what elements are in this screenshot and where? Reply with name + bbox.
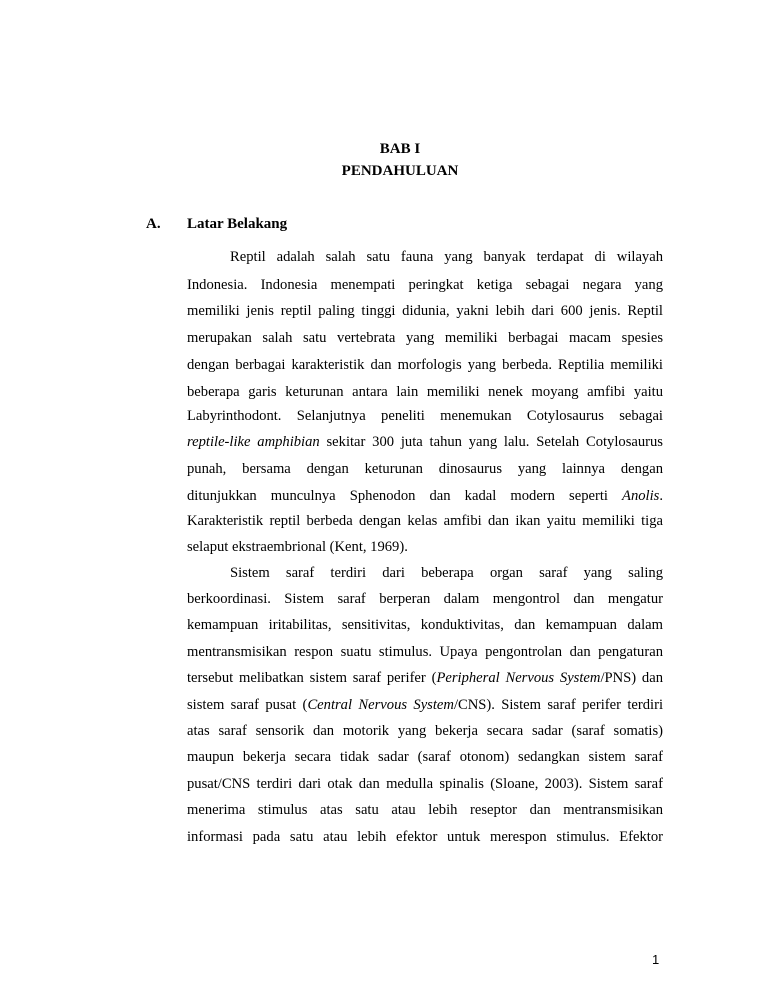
line-italic-text: Anolis <box>622 488 660 504</box>
chapter-title: PENDAHULUAN <box>341 163 459 179</box>
paragraph-line <box>187 644 663 661</box>
line-text: memiliki jenis reptil paling tinggi didunia, yakni lebih dari 600 jenis. Reptil <box>187 303 663 319</box>
line-text: Labyrinthodont. Selanjutnya peneliti menemukan Cotylosaurus sebagai <box>187 408 663 424</box>
paragraph-line <box>187 513 663 530</box>
line-text: Indonesia. Indonesia menempati peringkat ketiga sebagai negara yang <box>187 277 663 293</box>
line-text: ditunjukkan munculnya Sphenodon dan kadal modern seperti <box>187 488 623 504</box>
line-text: Karakteristik reptil berbeda dengan kelas amfibi dan ikan yaitu memiliki tiga <box>187 513 663 529</box>
line-text: . <box>659 488 663 504</box>
paragraph-line <box>187 434 663 451</box>
line-italic-text: reptile-like amphibian <box>187 434 320 450</box>
section-title: Latar Belakang <box>187 216 288 232</box>
page-number: 1 <box>652 952 660 967</box>
line-italic-text: Peripheral Nervous System <box>436 670 601 686</box>
paragraph-line <box>187 617 663 634</box>
paragraph-line <box>187 303 663 320</box>
line-text: kemampuan iritabilitas, sensitivitas, konduktivitas, dan kemampuan dalam <box>187 617 663 633</box>
paragraph-line <box>187 277 663 294</box>
paragraph-line <box>187 384 663 401</box>
line-text: punah, bersama dengan keturunan dinosaurus yang lainnya dengan <box>187 461 663 477</box>
line-text: informasi pada satu atau lebih efektor untuk merespon stimulus. Efektor <box>187 829 663 845</box>
line-text: pusat/CNS terdiri dari otak dan medulla spinalis (Sloane, 2003). Sistem saraf <box>187 776 663 792</box>
paragraph-line <box>187 697 663 714</box>
paragraph-line <box>187 488 663 505</box>
paragraph-line <box>187 591 663 608</box>
line-text: merupakan salah satu vertebrata yang memiliki berbagai macam spesies <box>187 330 663 346</box>
line-text: menerima stimulus atas satu atau lebih reseptor dan mentransmisikan <box>187 802 663 818</box>
line-text: beberapa garis keturunan antara lain memiliki nenek moyang amfibi yaitu <box>187 384 663 400</box>
chapter-label: BAB I <box>379 141 421 157</box>
paragraph-line <box>230 565 663 582</box>
paragraph-line <box>187 829 663 846</box>
paragraph-line <box>187 357 663 374</box>
line-text: tersebut melibatkan sistem saraf perifer ( <box>187 670 437 686</box>
paragraph-line <box>187 723 663 740</box>
paragraph-line <box>187 776 663 793</box>
line-text: Reptil adalah salah satu fauna yang banyak terdapat di wilayah <box>230 249 663 265</box>
line-text: /CNS). Sistem saraf perifer terdiri <box>453 697 663 713</box>
line-text: berkoordinasi. Sistem saraf berperan dalam mengontrol dan mengatur <box>187 591 663 607</box>
paragraph-line <box>187 539 663 556</box>
line-text: sekitar 300 juta tahun yang lalu. Setelah Cotylosaurus <box>319 434 663 450</box>
line-text: Sistem saraf terdiri dari beberapa organ saraf yang saling <box>230 565 663 581</box>
paragraph-line <box>187 408 663 425</box>
section-letter: A. <box>146 216 161 232</box>
line-text: maupun bekerja secara tidak sadar (saraf otonom) sedangkan sistem saraf <box>187 749 663 765</box>
paragraph-line <box>187 330 663 347</box>
line-text: atas saraf sensorik dan motorik yang bekerja secara sadar (saraf somatis) <box>187 723 663 739</box>
line-italic-text: Central Nervous System <box>307 697 454 713</box>
paragraph-line <box>187 670 663 687</box>
line-text: dengan berbagai karakteristik dan morfologis yang berbeda. Reptilia memiliki <box>187 357 663 373</box>
paragraph-line <box>187 749 663 766</box>
paragraph-line <box>187 802 663 819</box>
line-text: mentransmisikan respon suatu stimulus. Upaya pengontrolan dan pengaturan <box>187 644 663 660</box>
line-text: sistem saraf pusat ( <box>187 697 308 713</box>
line-text: selaput ekstraembrional (Kent, 1969). <box>187 539 408 555</box>
paragraph-line <box>230 249 663 266</box>
paragraph-line <box>187 461 663 478</box>
line-text: /PNS) dan <box>600 670 663 686</box>
